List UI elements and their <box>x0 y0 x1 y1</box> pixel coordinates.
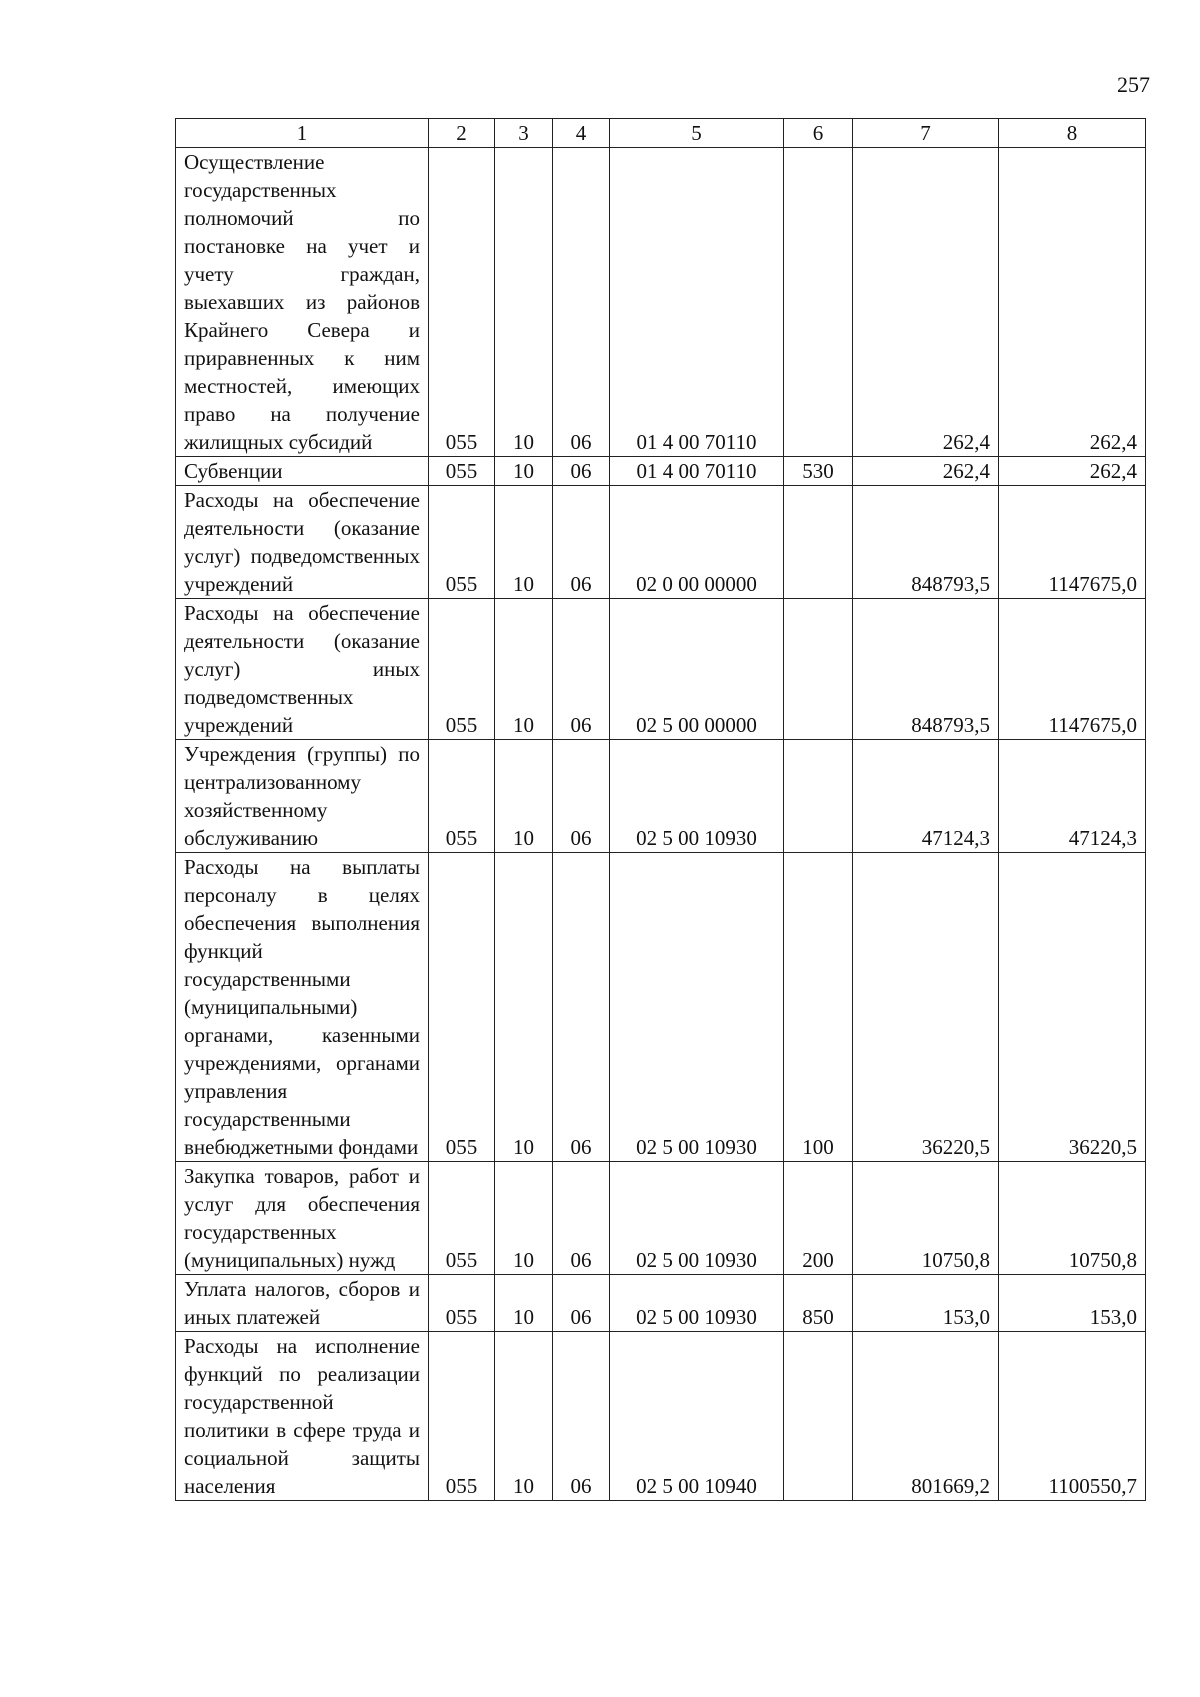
amount-col7: 36220,5 <box>853 853 999 1162</box>
expense-type-code <box>784 148 853 457</box>
column-header: 3 <box>495 119 553 148</box>
amount-col7: 262,4 <box>853 457 999 486</box>
amount-col7: 848793,5 <box>853 486 999 599</box>
column-header: 1 <box>176 119 429 148</box>
expense-type-code: 850 <box>784 1275 853 1332</box>
amount-col8: 1147675,0 <box>999 599 1146 740</box>
ministry-code: 055 <box>429 457 495 486</box>
expense-name: Расходы на обеспечение деятельности (оказание услуг) подведомственных учреждений <box>176 486 429 599</box>
expense-type-code <box>784 740 853 853</box>
amount-col7: 10750,8 <box>853 1162 999 1275</box>
ministry-code: 055 <box>429 148 495 457</box>
table-row <box>176 853 1146 1162</box>
amount-col7: 848793,5 <box>853 599 999 740</box>
expense-name: Расходы на обеспечение деятельности (оказание услуг) иных подведомственных учреждений <box>176 599 429 740</box>
amount-col8: 47124,3 <box>999 740 1146 853</box>
table-row <box>176 1275 1146 1332</box>
ministry-code: 055 <box>429 1162 495 1275</box>
table-row <box>176 1332 1146 1501</box>
table-row <box>176 740 1146 853</box>
amount-col8: 1147675,0 <box>999 486 1146 599</box>
section-code: 10 <box>495 740 553 853</box>
section-code: 10 <box>495 1332 553 1501</box>
amount-col7: 801669,2 <box>853 1332 999 1501</box>
subsection-code: 06 <box>553 740 610 853</box>
expense-name: Расходы на выплаты персоналу в целях обеспечения выполнения функций государственными (муниципальными) органами, казенными учреждениями, органами управления государственными внебюджетными фондами <box>176 853 429 1162</box>
expense-name: Расходы на исполнение функций по реализации государственной политики в сфере труда и социальной защиты населения <box>176 1332 429 1501</box>
expense-type-code <box>784 486 853 599</box>
section-code: 10 <box>495 599 553 740</box>
expense-name: Субвенции <box>176 457 429 486</box>
ministry-code: 055 <box>429 1332 495 1501</box>
target-article-code: 02 5 00 10930 <box>610 740 784 853</box>
column-header: 4 <box>553 119 610 148</box>
amount-col8: 153,0 <box>999 1275 1146 1332</box>
target-article-code: 01 4 00 70110 <box>610 148 784 457</box>
table-row <box>176 457 1146 486</box>
ministry-code: 055 <box>429 740 495 853</box>
amount-col7: 153,0 <box>853 1275 999 1332</box>
section-code: 10 <box>495 853 553 1162</box>
expense-type-code: 100 <box>784 853 853 1162</box>
amount-col8: 262,4 <box>999 457 1146 486</box>
table-row <box>176 486 1146 599</box>
expense-name: Закупка товаров, работ и услуг для обеспечения государственных (муниципальных) нужд <box>176 1162 429 1275</box>
column-header: 8 <box>999 119 1146 148</box>
column-header: 2 <box>429 119 495 148</box>
target-article-code: 02 5 00 10930 <box>610 1162 784 1275</box>
expense-name: Учреждения (группы) по централизованному хозяйственному обслуживанию <box>176 740 429 853</box>
amount-col8: 262,4 <box>999 148 1146 457</box>
subsection-code: 06 <box>553 1162 610 1275</box>
table-row <box>176 148 1146 457</box>
subsection-code: 06 <box>553 1332 610 1501</box>
ministry-code: 055 <box>429 486 495 599</box>
amount-col8: 1100550,7 <box>999 1332 1146 1501</box>
ministry-code: 055 <box>429 599 495 740</box>
target-article-code: 02 5 00 10940 <box>610 1332 784 1501</box>
expense-name: Осуществление государственных полномочий по постановке на учет и учету граждан, выехавших из районов Крайнего Севера и приравненных к ним местностей, имеющих право на получение жилищных субсидий <box>176 148 429 457</box>
section-code: 10 <box>495 486 553 599</box>
target-article-code: 02 0 00 00000 <box>610 486 784 599</box>
subsection-code: 06 <box>553 1275 610 1332</box>
subsection-code: 06 <box>553 486 610 599</box>
table-row <box>176 599 1146 740</box>
expense-type-code <box>784 599 853 740</box>
subsection-code: 06 <box>553 457 610 486</box>
amount-col7: 262,4 <box>853 148 999 457</box>
expense-type-code: 530 <box>784 457 853 486</box>
target-article-code: 01 4 00 70110 <box>610 457 784 486</box>
column-header: 5 <box>610 119 784 148</box>
table-row <box>176 1162 1146 1275</box>
column-header: 6 <box>784 119 853 148</box>
amount-col8: 36220,5 <box>999 853 1146 1162</box>
amount-col7: 47124,3 <box>853 740 999 853</box>
page-number: 257 <box>1117 72 1150 97</box>
section-code: 10 <box>495 148 553 457</box>
section-code: 10 <box>495 1162 553 1275</box>
ministry-code: 055 <box>429 853 495 1162</box>
column-header: 7 <box>853 119 999 148</box>
subsection-code: 06 <box>553 853 610 1162</box>
amount-col8: 10750,8 <box>999 1162 1146 1275</box>
subsection-code: 06 <box>553 599 610 740</box>
budget-table <box>175 118 1146 1501</box>
section-code: 10 <box>495 457 553 486</box>
ministry-code: 055 <box>429 1275 495 1332</box>
expense-name: Уплата налогов, сборов и иных платежей <box>176 1275 429 1332</box>
expense-type-code: 200 <box>784 1162 853 1275</box>
subsection-code: 06 <box>553 148 610 457</box>
target-article-code: 02 5 00 10930 <box>610 1275 784 1332</box>
target-article-code: 02 5 00 00000 <box>610 599 784 740</box>
section-code: 10 <box>495 1275 553 1332</box>
expense-type-code <box>784 1332 853 1501</box>
header-row <box>176 119 1146 148</box>
target-article-code: 02 5 00 10930 <box>610 853 784 1162</box>
